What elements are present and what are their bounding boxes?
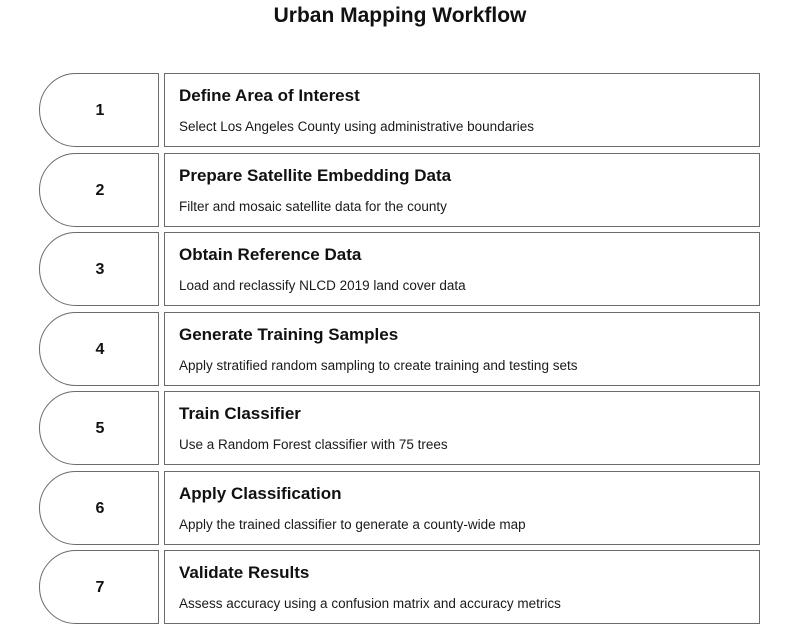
step-number-tab [39, 550, 159, 624]
step-heading: Prepare Satellite Embedding Data [179, 165, 452, 185]
step-number-tab [39, 153, 159, 227]
workflow-step [39, 391, 761, 467]
step-number: 6 [95, 499, 105, 517]
step-heading: Apply Classification [179, 483, 342, 503]
step-heading: Generate Training Samples [179, 324, 399, 344]
step-number: 4 [95, 340, 105, 358]
step-number-tab [39, 391, 159, 465]
workflow-step [39, 73, 761, 149]
step-description: Load and reclassify NLCD 2019 land cover data [179, 278, 466, 293]
workflow-step [39, 153, 761, 229]
step-card [164, 232, 760, 306]
step-description: Use a Random Forest classifier with 75 trees [179, 437, 448, 452]
workflow-step [39, 471, 761, 547]
step-number-tab [39, 232, 159, 306]
step-description: Select Los Angeles County using administrative boundaries [179, 119, 534, 134]
step-card [164, 471, 760, 545]
step-number-tab [39, 312, 159, 386]
step-number: 1 [95, 102, 105, 119]
step-number: 3 [95, 261, 105, 278]
workflow-steps [39, 73, 761, 630]
step-card [164, 391, 760, 465]
step-number-tab [39, 471, 159, 545]
step-heading: Validate Results [179, 563, 310, 582]
step-number: 5 [95, 420, 105, 437]
step-heading: Define Area of Interest [179, 86, 360, 105]
step-description: Apply the trained classifier to generate a county-wide map [179, 516, 526, 532]
workflow-step [39, 550, 761, 626]
step-description: Filter and mosaic satellite data for the county [179, 198, 447, 214]
step-number-tab [39, 73, 159, 147]
step-card [164, 312, 760, 386]
step-card [164, 153, 760, 227]
step-number: 7 [95, 579, 105, 596]
step-number: 2 [95, 181, 105, 199]
step-heading: Train Classifier [179, 404, 301, 423]
step-card [164, 73, 760, 147]
diagram-title: Urban Mapping Workflow [273, 4, 527, 27]
step-heading: Obtain Reference Data [179, 245, 362, 264]
workflow-step [39, 312, 761, 388]
step-card [164, 550, 760, 624]
step-description: Apply stratified random sampling to create training and testing sets [179, 357, 578, 373]
workflow-step [39, 232, 761, 308]
step-description: Assess accuracy using a confusion matrix and accuracy metrics [179, 596, 561, 611]
